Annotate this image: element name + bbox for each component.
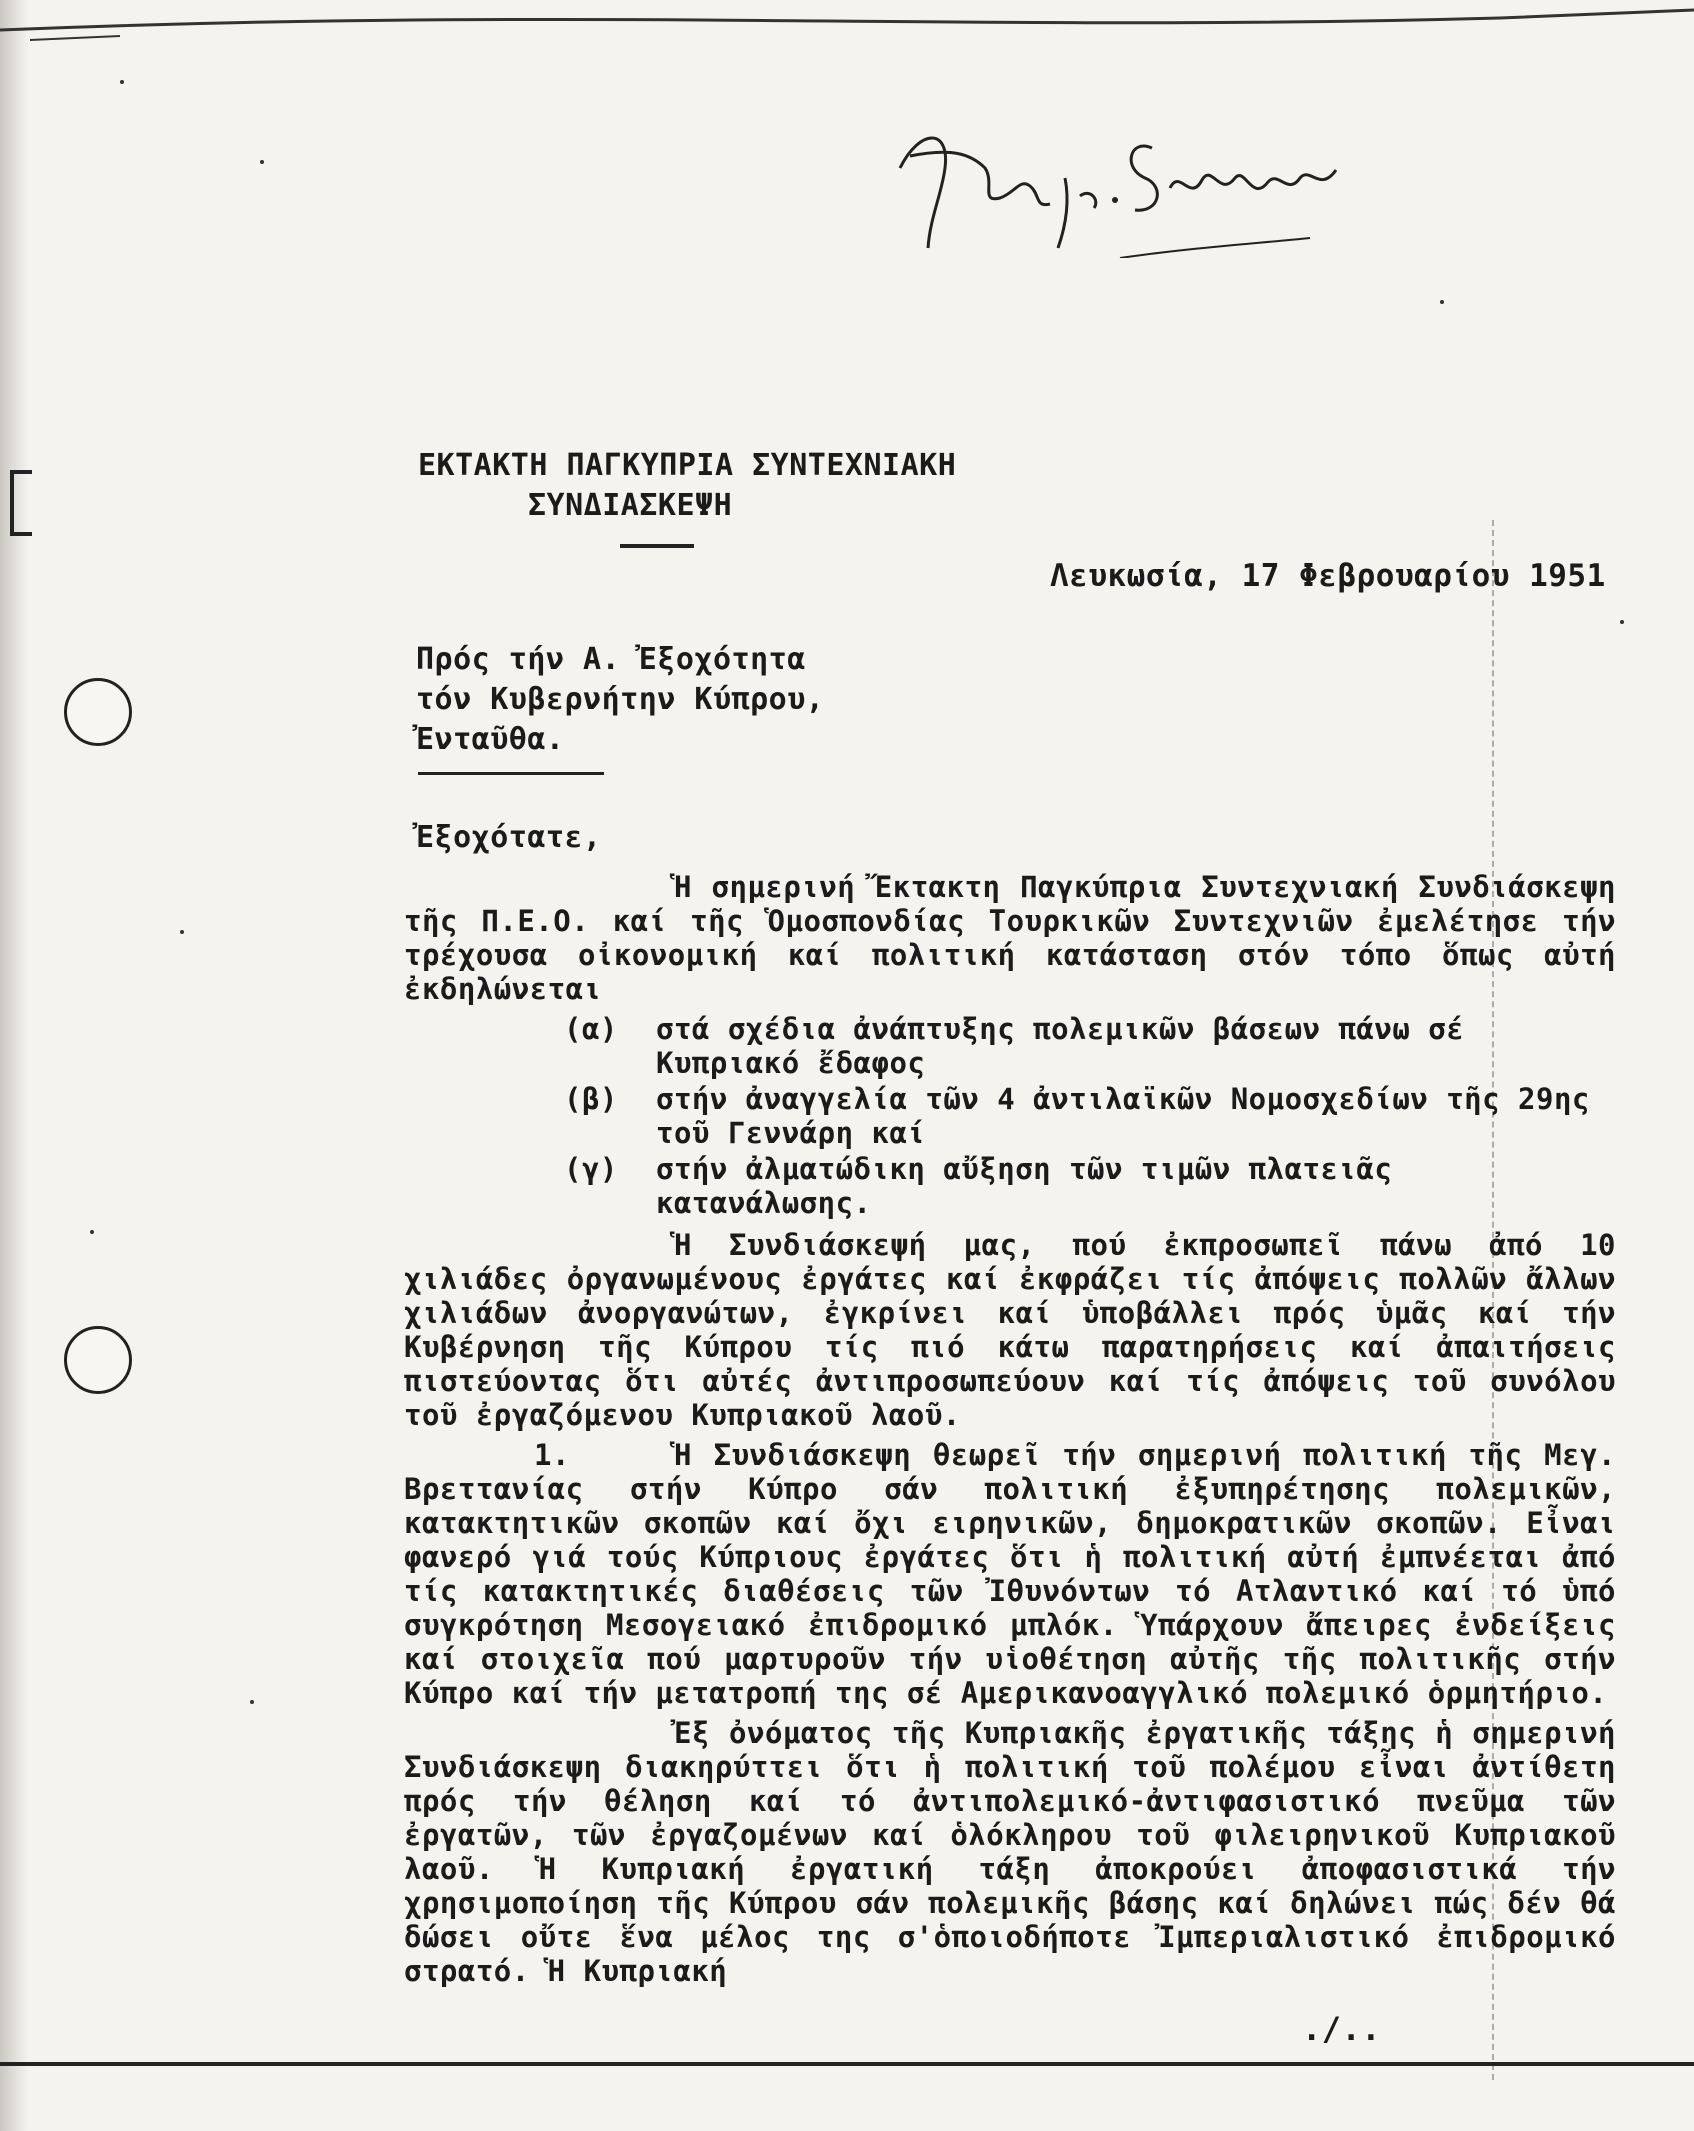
item-number: 1. (534, 1438, 570, 1472)
salutation: Ἐξοχότατε, (416, 820, 602, 855)
punch-hole-lower (64, 1326, 132, 1394)
paragraph-declaration: Ἐξ ὀνόματος τῆς Κυπριακῆς ἐργατικῆς τάξης ἡ σημερινή Συνδιάσκεψη διακηρύττει ὅτι ἡ πολιτική τοῦ πολέμου εἶναι ἀντίθετη πρός τήν θέληση καί τό ἀντιπολεμικό-ἀντιφασιστικό πνεῦμα τῶν ἐργατῶν, τῶν ἐργαζομένων καί ὁλόκληρου τοῦ φιλειρηνικοῦ Κυπριακοῦ λαοῦ. Ἡ Κυπριακή ἐργατική τάξη ἀποκρούει ἀποφασιστικά τήν χρησιμοποίηση τῆς Κύπρου σάν πολεμικῆς βάσης καί δηλώνει πώς δέν θά δώσει οὔτε ἕνα μέλος της σ'ὁποιοδήποτε Ἰμπεριαλιστικό ἐπιδρομικό στρατό. Ἡ Κυπριακή (404, 1716, 1616, 1988)
points-list (564, 1012, 1616, 1220)
point-text: στήν ἀναγγελία τῶν 4 ἀντιλαϊκῶν Νομοσχεδίων τῆς 29ης τοῦ Γεννάρη καί (656, 1082, 1590, 1150)
point-label: (β) (564, 1082, 618, 1116)
scan-speck (260, 160, 264, 164)
scan-top-border (0, 0, 1694, 70)
point-item (564, 1012, 1616, 1080)
letter-heading (418, 446, 956, 526)
addressee-line-3: Ἐνταῦθα. (416, 722, 565, 757)
scan-speck (180, 930, 184, 934)
punch-hole-upper (64, 678, 132, 746)
continuation-mark: ./.. (1302, 2010, 1382, 2048)
addressee-underline (418, 772, 604, 775)
item-text: Ἡ Συνδιάσκεψη θεωρεῖ τήν σημερινή πολιτική τῆς Μεγ. Βρεττανίας στήν Κύπρο σάν πολιτική ἐξυπηρέτησης πολεμικῶν, κατακτητικῶν σκοπῶν καί ὄχι ειρηνικῶν, δημοκρατικῶν σκοπῶν. Εἶναι φανερό γιά τούς Κύπριους ἐργάτες ὅτι ἡ πολιτική αὐτή ἐμπνέεται ἀπό τίς κατακτητικές διαθέσεις τῶν Ἰθυνόντων τό Ατλαντικό καί τό ὑπό συγκρότηση Μεσογειακό ἐπιδρομικό μπλόκ. Ὑπάρχουν ἄπειρες ἐνδείξεις καί στοιχεῖα πού μαρτυροῦν τήν υἱοθέτηση αὐτῆς τῆς πολιτικῆς στήν Κύπρο καί τήν μετατροπή της σέ Αμερικανοαγγλικό πολεμικό ὁρμητήριο. (404, 1438, 1616, 1710)
letter-date: Λευκωσία, 17 Φεβρουαρίου 1951 (1050, 558, 1606, 594)
addressee-line-2: τόν Κυβερνήτην Κύπρου, (416, 682, 825, 717)
letter-body (404, 870, 1616, 1994)
point-item (564, 1152, 1616, 1220)
scan-speck (90, 1230, 94, 1234)
scan-speck (1440, 300, 1444, 304)
point-text: στήν ἀλματώδικη αὔξηση τῶν τιμῶν πλατειᾶς κατανάλωσης. (656, 1152, 1393, 1220)
scan-speck (250, 1700, 254, 1704)
point-label: (γ) (564, 1152, 618, 1186)
point-text: στά σχέδια ἀνάπτυξης πολεμικῶν βάσεων πάνω σέ Κυπριακό ἔδαφος (656, 1012, 1465, 1080)
paragraph-representation: Ἡ Συνδιάσκεψή μας, πού ἐκπροσωπεῖ πάνω ἀπό 10 χιλιάδες ὀργανωμένους ἐργάτες καί ἐκφράζει τίς ἀπόψεις πολλῶν ἄλλων χιλιάδων ἀνοργανώτων, ἐγκρίνει καί ὑποβάλλει πρός ὑμᾶς καί τήν Κυβέρνηση τῆς Κύπρου τίς πιό κάτω παρατηρήσεις καί ἀπαιτήσεις πιστεύοντας ὅτι αὐτές ἀντιπροσωπεύουν καί τίς ἀπόψεις τοῦ συνόλου τοῦ ἐργαζόμενου Κυπριακοῦ λαοῦ. (404, 1228, 1616, 1432)
handwritten-note (890, 108, 1360, 258)
point-label: (α) (564, 1012, 618, 1046)
scan-speck (120, 80, 124, 84)
point-item (564, 1082, 1616, 1150)
heading-underline (620, 544, 694, 548)
scan-speck (1620, 620, 1624, 624)
heading-line-1: ΕΚΤΑΚΤΗ ΠΑΓΚΥΠΡΙΑ ΣΥΝΤΕΧΝΙΑΚΗ (418, 448, 957, 483)
scan-bottom-border (0, 2062, 1694, 2066)
intro-paragraph: Ἡ σημερινή Ἔκτακτη Παγκύπρια Συντεχνιακή Συνδιάσκεψη τῆς Π.Ε.Ο. καί τῆς Ὁμοσπονδίας Τουρκικῶν Συντεχνιῶν ἐμελέτησε τήν τρέχουσα οἰκονομική καί πολιτική κατάσταση στόν τόπο ὅπως αὐτή ἐκδηλώνεται (404, 870, 1616, 1006)
scan-bracket-mark (10, 470, 32, 536)
numbered-item-1 (404, 1438, 1616, 1710)
addressee-line-1: Πρός τήν Α. Ἐξοχότητα (416, 642, 806, 677)
addressee-block (416, 640, 824, 760)
scan-left-edge (0, 0, 28, 2131)
heading-line-2: ΣΥΝΔΙΑΣΚΕΨΗ (528, 488, 733, 523)
